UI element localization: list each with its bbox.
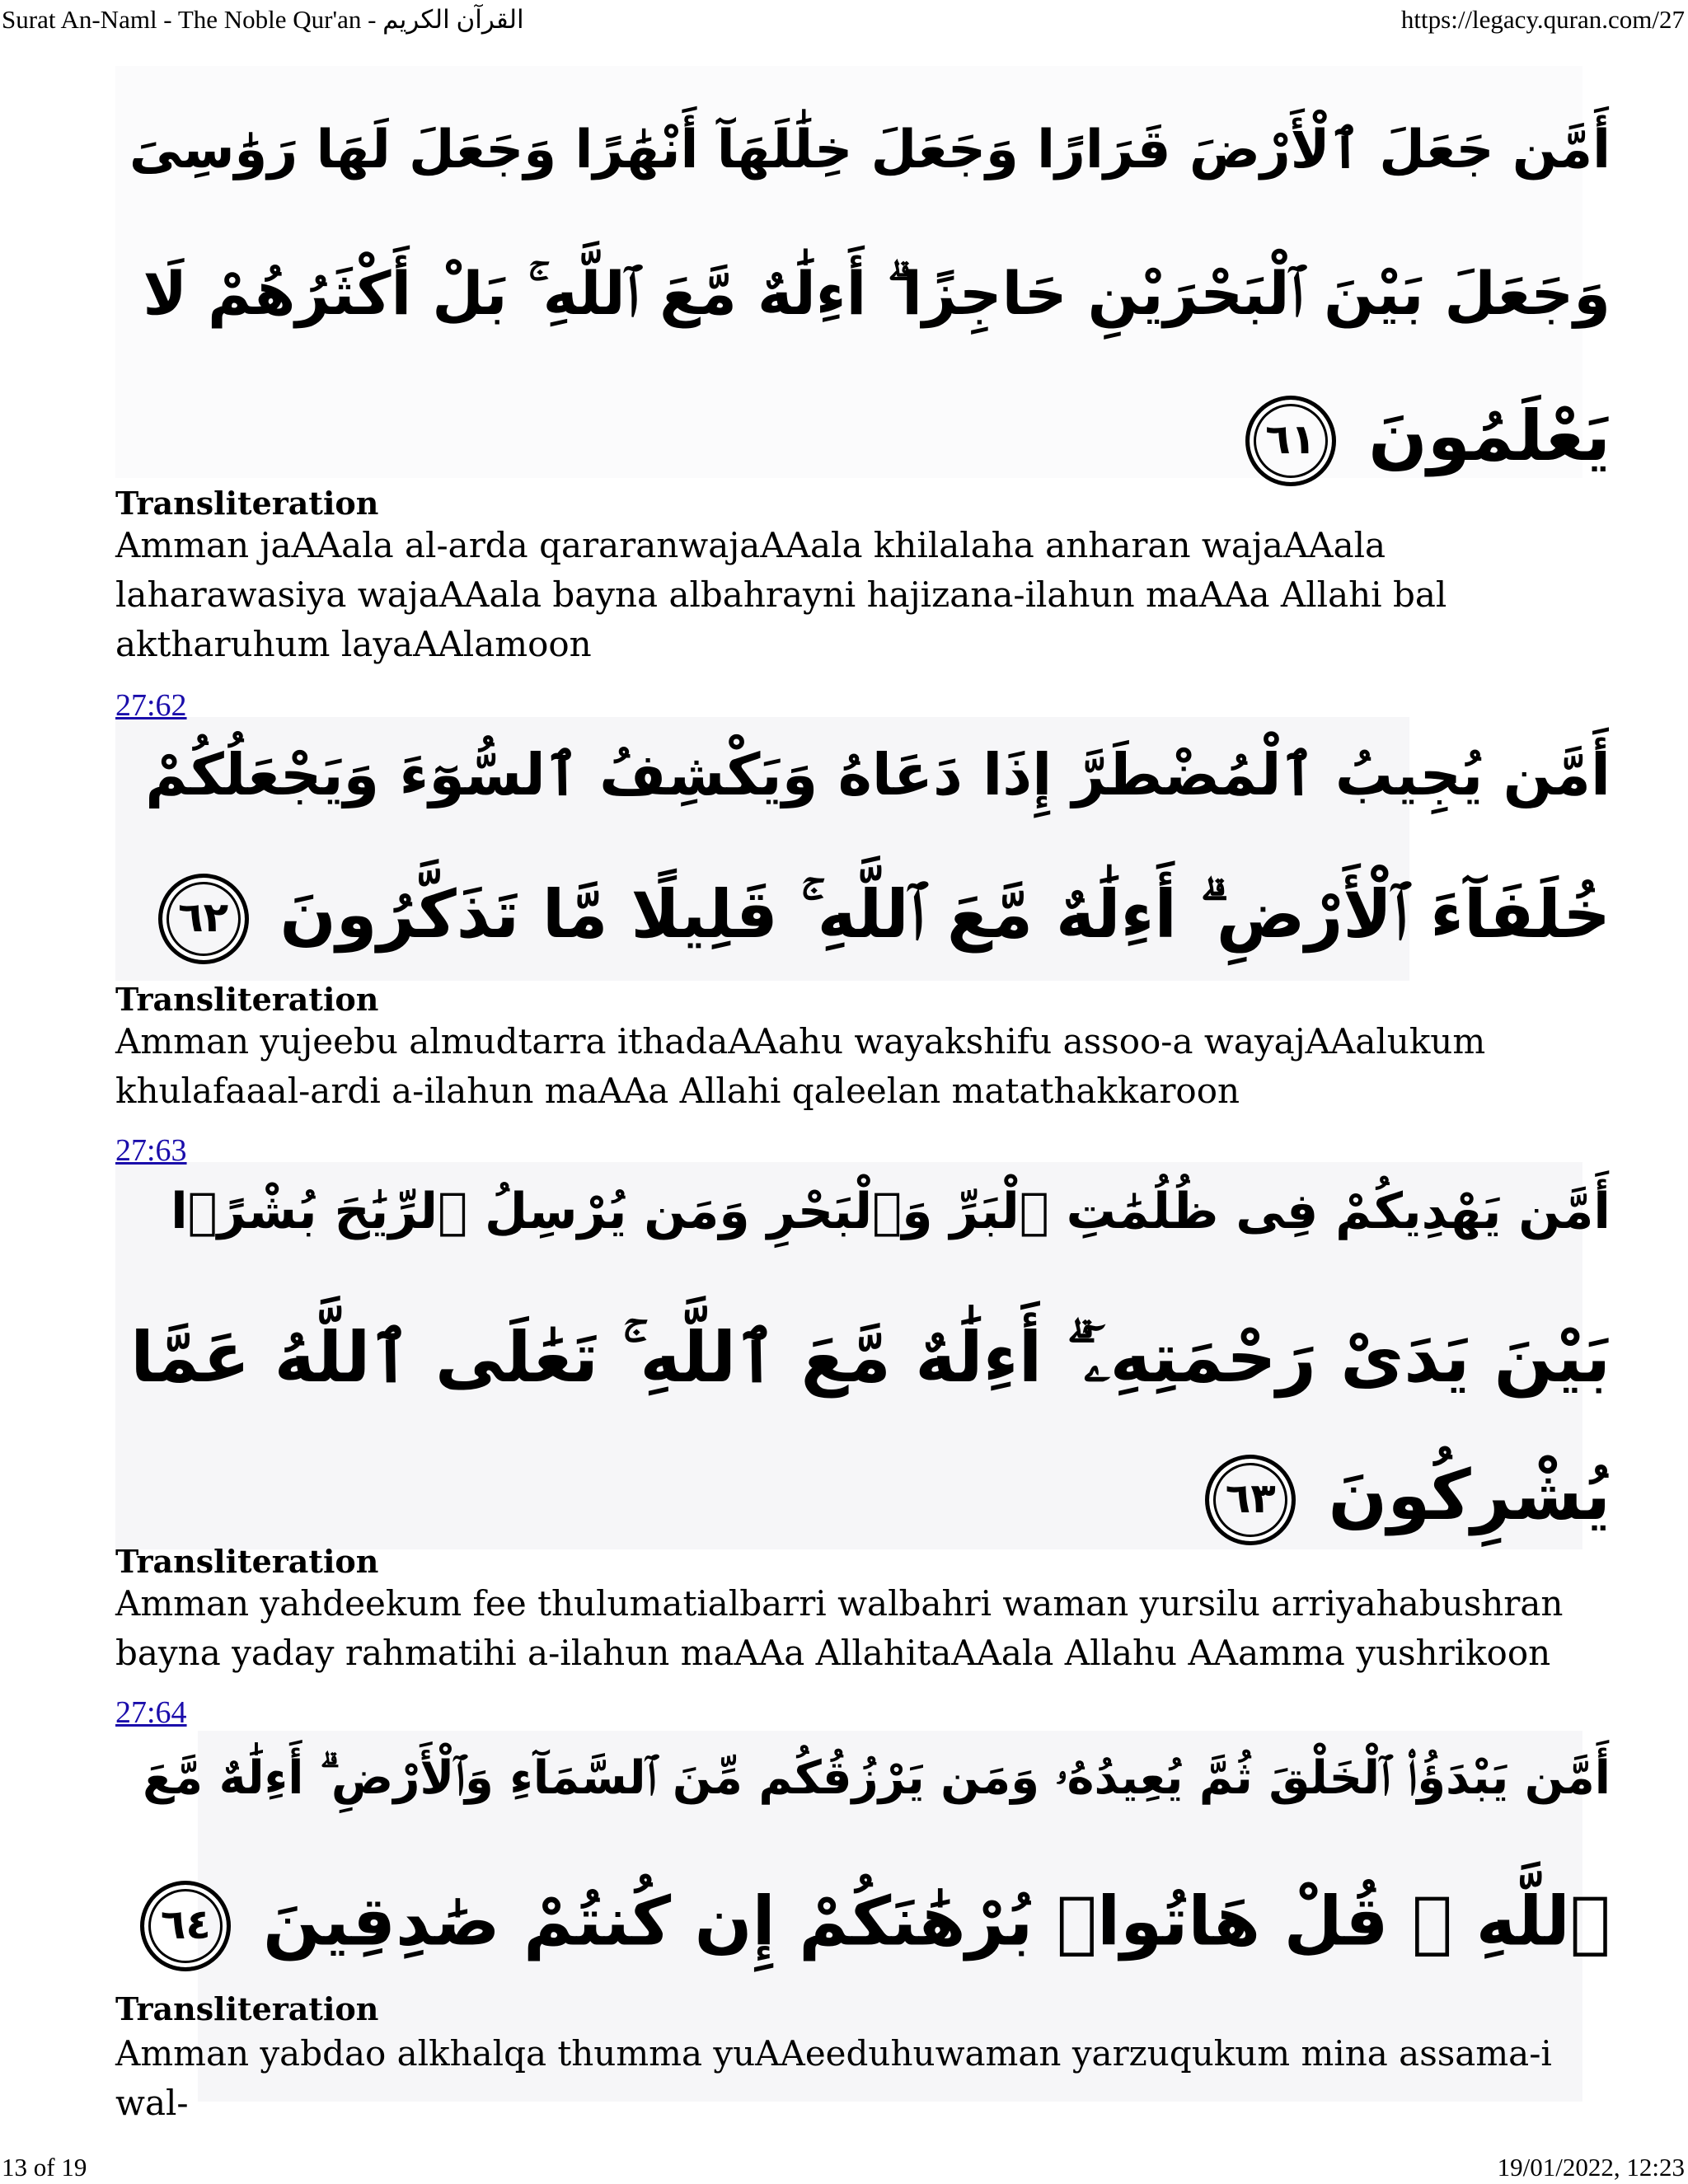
verse-62-transliteration: Amman yujeebu almudtarra ithadaAAahu wayakshifu assoo-a wayajAAalukum khulafaaal-ardi a-ilahun maAAa Allahi qaleelan matathakkaroon <box>115 1021 1486 1111</box>
verse-62-number-marker: ٦٢ <box>158 874 249 964</box>
page-header-title: Surat An-Naml - The Noble Qur'an - القرآن الكريم <box>2 5 524 34</box>
verse-62-transliteration-label: Transliteration <box>115 981 379 1018</box>
verse-63-transliteration: Amman yahdeekum fee thulumatialbarri walbahri waman yursilu arriyahabushran bayna yaday rahmatihi a-ilahun maAAa AllahitaAAala Allahu AAamma yushrikoon <box>115 1583 1564 1673</box>
page-footer-number: 13 of 19 <box>2 2153 87 2182</box>
verse-ref-link-27-63[interactable]: 27:63 <box>115 1133 187 1168</box>
verse-64-transliteration-label: Transliteration <box>115 1990 379 2027</box>
page-footer-datetime: 19/01/2022, 12:23 <box>1497 2153 1685 2182</box>
verse-64-arabic-line-2 <box>132 1881 1611 1971</box>
page-header-url: https://legacy.quran.com/27 <box>1400 5 1685 34</box>
verse-61-transliteration: Amman jaAAala al-arda qararanwajaAAala khilalaha anharan wajaAAala laharawasiya wajaAAala bayna albahrayni hajizana-ilahun maAAa Allahi bal aktharuhum layaAAlamoon <box>115 525 1447 664</box>
verse-64-arabic-end-text: ٱللَّهِ ۚ قُلْ هَاتُوا۟ بُرْهَٰنَكُمْ إِن كُنتُمْ صَٰدِقِينَ <box>263 1882 1611 1961</box>
verse-64-number-marker: ٦٤ <box>140 1881 231 1971</box>
verse-61-arabic-end-text: يَعْلَمُونَ <box>1368 395 1611 476</box>
verse-62-arabic-end-text: خُلَفَآءَ ٱلْأَرْضِ ۗ أَءِلَٰهٌ مَّعَ ٱللَّهِ ۚ قَلِيلًا مَّا تَذَكَّرُونَ <box>279 875 1611 953</box>
verse-61-transliteration-label: Transliteration <box>115 485 379 522</box>
verse-62-arabic-line-1: أَمَّن يُجِيبُ ٱلْمُضْطَرَّ إِذَا دَعَاهُ وَيَكْشِفُ ٱلسُّوٓءَ وَيَجْعَلُكُمْ <box>145 741 1611 808</box>
verse-61-arabic-line-1: أَمَّن جَعَلَ ٱلْأَرْضَ قَرَارًا وَجَعَلَ خِلَٰلَهَآ أَنْهَٰرًا وَجَعَلَ لَهَا رَوَٰسِىَ <box>129 120 1611 180</box>
verse-63-arabic-line-3 <box>1197 1455 1611 1545</box>
verse-64-arabic-line-1: أَمَّن يَبْدَؤُا۟ ٱلْخَلْقَ ثُمَّ يُعِيدُهُۥ وَمَن يَرْزُقُكُم مِّنَ ٱلسَّمَآءِ وَٱلْأَرْضِ ۗ أَءِلَٰهٌ مَّعَ <box>143 1751 1611 1805</box>
verse-63-arabic-end-text: يُشْرِكُونَ <box>1328 1454 1611 1535</box>
verse-63-arabic-line-2: بَيْنَ يَدَىْ رَحْمَتِهِۦٓ ۗ أَءِلَٰهٌ مَّعَ ٱللَّهِ ۚ تَعَٰلَى ٱللَّهُ عَمَّا <box>130 1317 1611 1398</box>
verse-62-arabic-line-2 <box>150 874 1611 964</box>
verse-63-number-marker: ٦٣ <box>1205 1455 1296 1545</box>
verse-63-arabic-line-1: أَمَّن يَهْدِيكُمْ فِى ظُلُمَٰتِ ٱلْبَرِّ وَٱلْبَحْرِ وَمَن يُرْسِلُ ٱلرِّيَٰحَ بُشْرًۢا <box>171 1183 1611 1240</box>
verse-64-transliteration: Amman yabdao alkhalqa thumma yuAAeeduhuwaman yarzuqukum mina assama-i wal- <box>115 2033 1552 2123</box>
verse-ref-link-27-64[interactable]: 27:64 <box>115 1695 187 1730</box>
verse-61-arabic-line-3 <box>1237 396 1611 486</box>
verse-ref-link-27-62[interactable]: 27:62 <box>115 688 187 723</box>
verse-61-number-marker: ٦١ <box>1245 396 1336 486</box>
verse-63-transliteration-label: Transliteration <box>115 1543 379 1580</box>
verse-61-arabic-line-2: وَجَعَلَ بَيْنَ ٱلْبَحْرَيْنِ حَاجِزًا ۗ أَءِلَٰهٌ مَّعَ ٱللَّهِ ۚ بَلْ أَكْثَرُهُمْ لَا <box>143 259 1611 328</box>
